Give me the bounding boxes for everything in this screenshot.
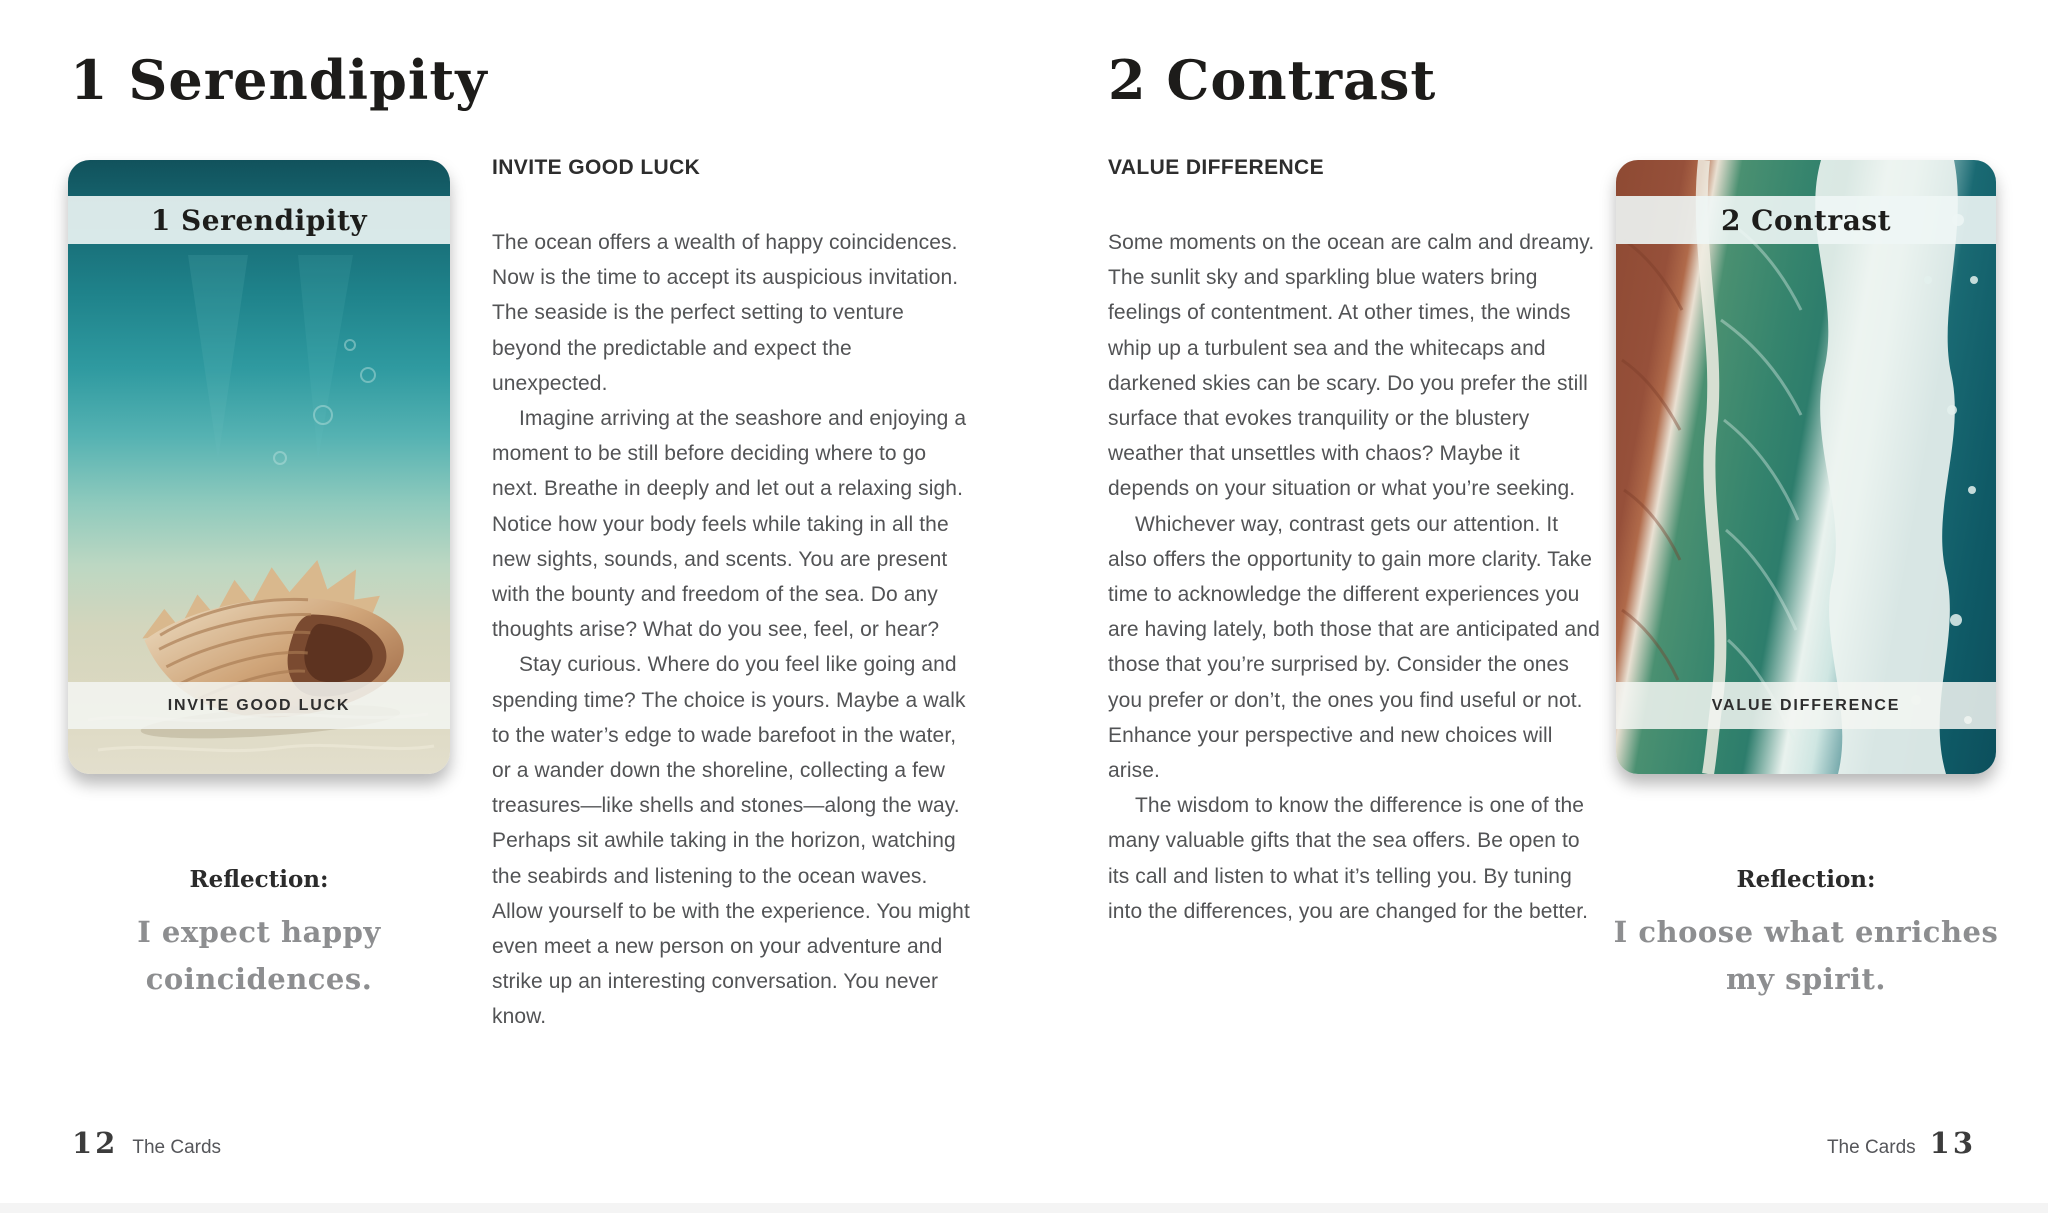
card-title-banner — [1616, 196, 1996, 244]
section-heading-left: INVITE GOOD LUCK — [492, 156, 701, 179]
reflection-label: Reflection: — [1736, 866, 1876, 893]
reflection-line: my spirit. — [1725, 962, 1887, 996]
reflection-line: coincidences. — [145, 962, 373, 996]
section-heading-right: VALUE DIFFERENCE — [1108, 156, 1325, 179]
body-paragraph: The ocean offers a wealth of happy coincidences. Now is the time to accept its auspicious invitation. The seaside is the perfect setting to venture beyond the predictable and expect the unexpected. — [492, 231, 959, 395]
card-subtitle-text: INVITE GOOD LUCK — [167, 696, 351, 714]
body-paragraph: Stay curious. Where do you feel like going and spending time? The choice is yours. Maybe a walk to the water’s edge to wade barefoot in the water, or a wander down the shoreline, collecting a few treasures—like shells and stones—along the way. Perhaps sit awhile taking in the horizon, watching the seabirds and listening to the ocean waves. Allow yourself to be with the experience. You might even meet a new person on your adventure and strike up an interesting conversation. You never know. — [492, 653, 970, 1029]
footer-section-label: The Cards — [132, 1137, 222, 1158]
page-bottom-edge — [0, 1203, 2048, 1213]
body-paragraph: The wisdom to know the difference is one of the many valuable gifts that the sea offers. Be open to its call and listen to what it’s telling you. By tuning into the differences, you are changed for the better. — [1108, 794, 1589, 923]
card-title-banner — [68, 196, 450, 244]
page-number-left: 12 — [72, 1126, 119, 1160]
body-paragraph: Whichever way, contrast gets our attention. It also offers the opportunity to gain more clarity. Take time to acknowledge the different experiences you are having lately, both those that are anticipated and those that you’re surprised by. Consider the ones you prefer or don’t, the ones you find useful or not. Enhance your perspective and new choices will arise. — [1108, 512, 1600, 783]
footer-right — [1827, 1126, 1976, 1160]
body-paragraph: Some moments on the ocean are calm and dreamy. The sunlit sky and sparkling blue waters bring feelings of contentment. At other times, the winds whip up a turbulent sea and the whitecaps and darkened skies can be scary. Do you prefer the still surface that evokes tranquility or the blustery weather that unsettles with chaos? Maybe it depends on your situation or what you’re seeking. — [1108, 231, 1595, 501]
body-column-right — [1108, 156, 1600, 929]
card-subtitle-text: VALUE DIFFERENCE — [1711, 696, 1901, 714]
reflection-line: I expect happy — [137, 915, 381, 949]
page-title-serendipity: 1 Serendipity — [70, 48, 488, 112]
footer-left — [72, 1126, 221, 1160]
reflection-line: I choose what enriches — [1613, 915, 1999, 949]
page-number-right: 13 — [1929, 1126, 1976, 1160]
card-contrast — [1616, 160, 1996, 774]
footer-section-label: The Cards — [1826, 1137, 1916, 1158]
card-title-text: 1 Serendipity — [150, 203, 368, 237]
reflection-right — [1586, 866, 2026, 1003]
body-paragraph: Imagine arriving at the seashore and enjoying a moment to be still before deciding where to go next. Breathe in deeply and let out a relaxing sigh. Notice how your body feels while taking in all the new sights, sounds, and scents. You are present with the bounty and freedom of the sea. Do any thoughts arise? What do you see, feel, or hear? — [492, 407, 967, 642]
card-subtitle-banner — [68, 682, 450, 729]
card-serendipity — [68, 160, 450, 774]
reflection-label: Reflection: — [189, 866, 329, 893]
card-subtitle-banner — [1616, 682, 1996, 729]
page-title-contrast: 2 Contrast — [1108, 48, 1437, 112]
card-title-text: 2 Contrast — [1720, 203, 1892, 237]
reflection-left — [39, 866, 479, 1003]
body-column-left — [492, 156, 970, 1035]
